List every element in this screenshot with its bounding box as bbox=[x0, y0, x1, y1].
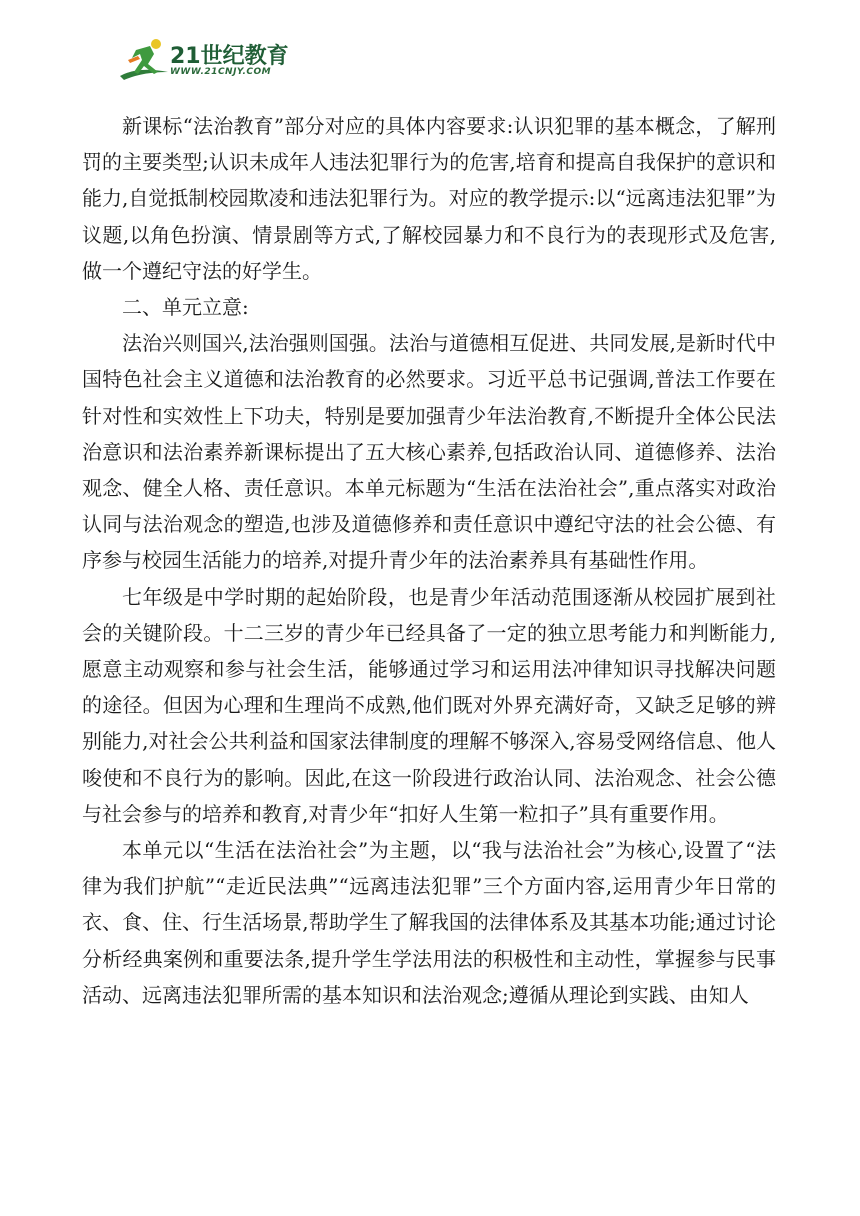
paragraph-grade-seven: 七年级是中学时期的起始阶段，也是青少年活动范围逐渐从校园扩展到社会的关键阶段。十二三岁的青少年已经具备了一定的独立思考能力和判断能力,愿意主动观察和参与社会生活，能够通过学习和运用法冲律知识寻找解决问题的途径。但因为心理和生理尚不成熟,他们既对外界充满好奇，又缺乏足够的辨别能力,对社会公共利益和国家法律制度的理解不够深入,容易受网络信息、他人唆使和不良行为的影响。因此,在这一阶段进行政治认同、法治观念、社会公德与社会参与的培养和教育,对青少年“扣好人生第一粒扣子”具有重要作用。 bbox=[82, 584, 776, 826]
logo-text: 21世纪教育 bbox=[170, 44, 289, 69]
paragraph-rule-of-law: 法治兴则国兴,法治强则国强。法治与道德相互促进、共同发展,是新时代中国特色社会主义道德和法治教育的必然要求。习近平总书记强调,普法工作要在针对性和实效性上下功夫，特别是要加强青少年法治教育,不断提升全体公民法治意识和法治素养新课标提出了五大核心素养,包括政治认同、道德修养、法治观念、健全人格、责任意识。本单元标题为“生活在法治社会”,重点落实对政治认同与法治观念的塑造,也涉及道德修养和责任意识中遵纪守法的社会公德、有序参与校园生活能力的培养,对提升青少年的法治素养具有基础性作用。 bbox=[82, 331, 776, 573]
document-body bbox=[82, 108, 776, 1013]
section-heading-unit-intent: 二、单元立意: bbox=[122, 295, 249, 320]
paragraph-curriculum-requirements: 新课标“法治教育”部分对应的具体内容要求:认识犯罪的基本概念，了解刑罚的主要类型;认识未成年人违法犯罪行为的危害,培育和提高自我保护的意识和能力,自觉抵制校园欺凌和违法犯罪行为。对应的教学提示:以“远离违法犯罪”为议题,以角色扮演、情景剧等方式,了解校园暴力和不良行为的表现形式及危害,做一个遵纪守法的好学生。 bbox=[82, 114, 776, 283]
site-logo bbox=[118, 36, 288, 84]
paragraph-unit-theme: 本单元以“生活在法治社会”为主题，以“我与法治社会”为核心,设置了“法律为我们护航”“走近民法典”“远离违法犯罪”三个方面内容,运用青少年日常的衣、食、住、行生活场景,帮助学生了解我国的法律体系及其基本功能;通过讨论分析经典案例和重要法条,提升学生学法用法的积极性和主动性，掌握参与民事活动、远离违法犯罪所需的基本知识和法治观念;遵循从理论到实践、由知人 bbox=[82, 838, 776, 1007]
running-figure-icon bbox=[118, 36, 172, 82]
logo-url: WWW.21CNJY.COM bbox=[170, 67, 272, 77]
